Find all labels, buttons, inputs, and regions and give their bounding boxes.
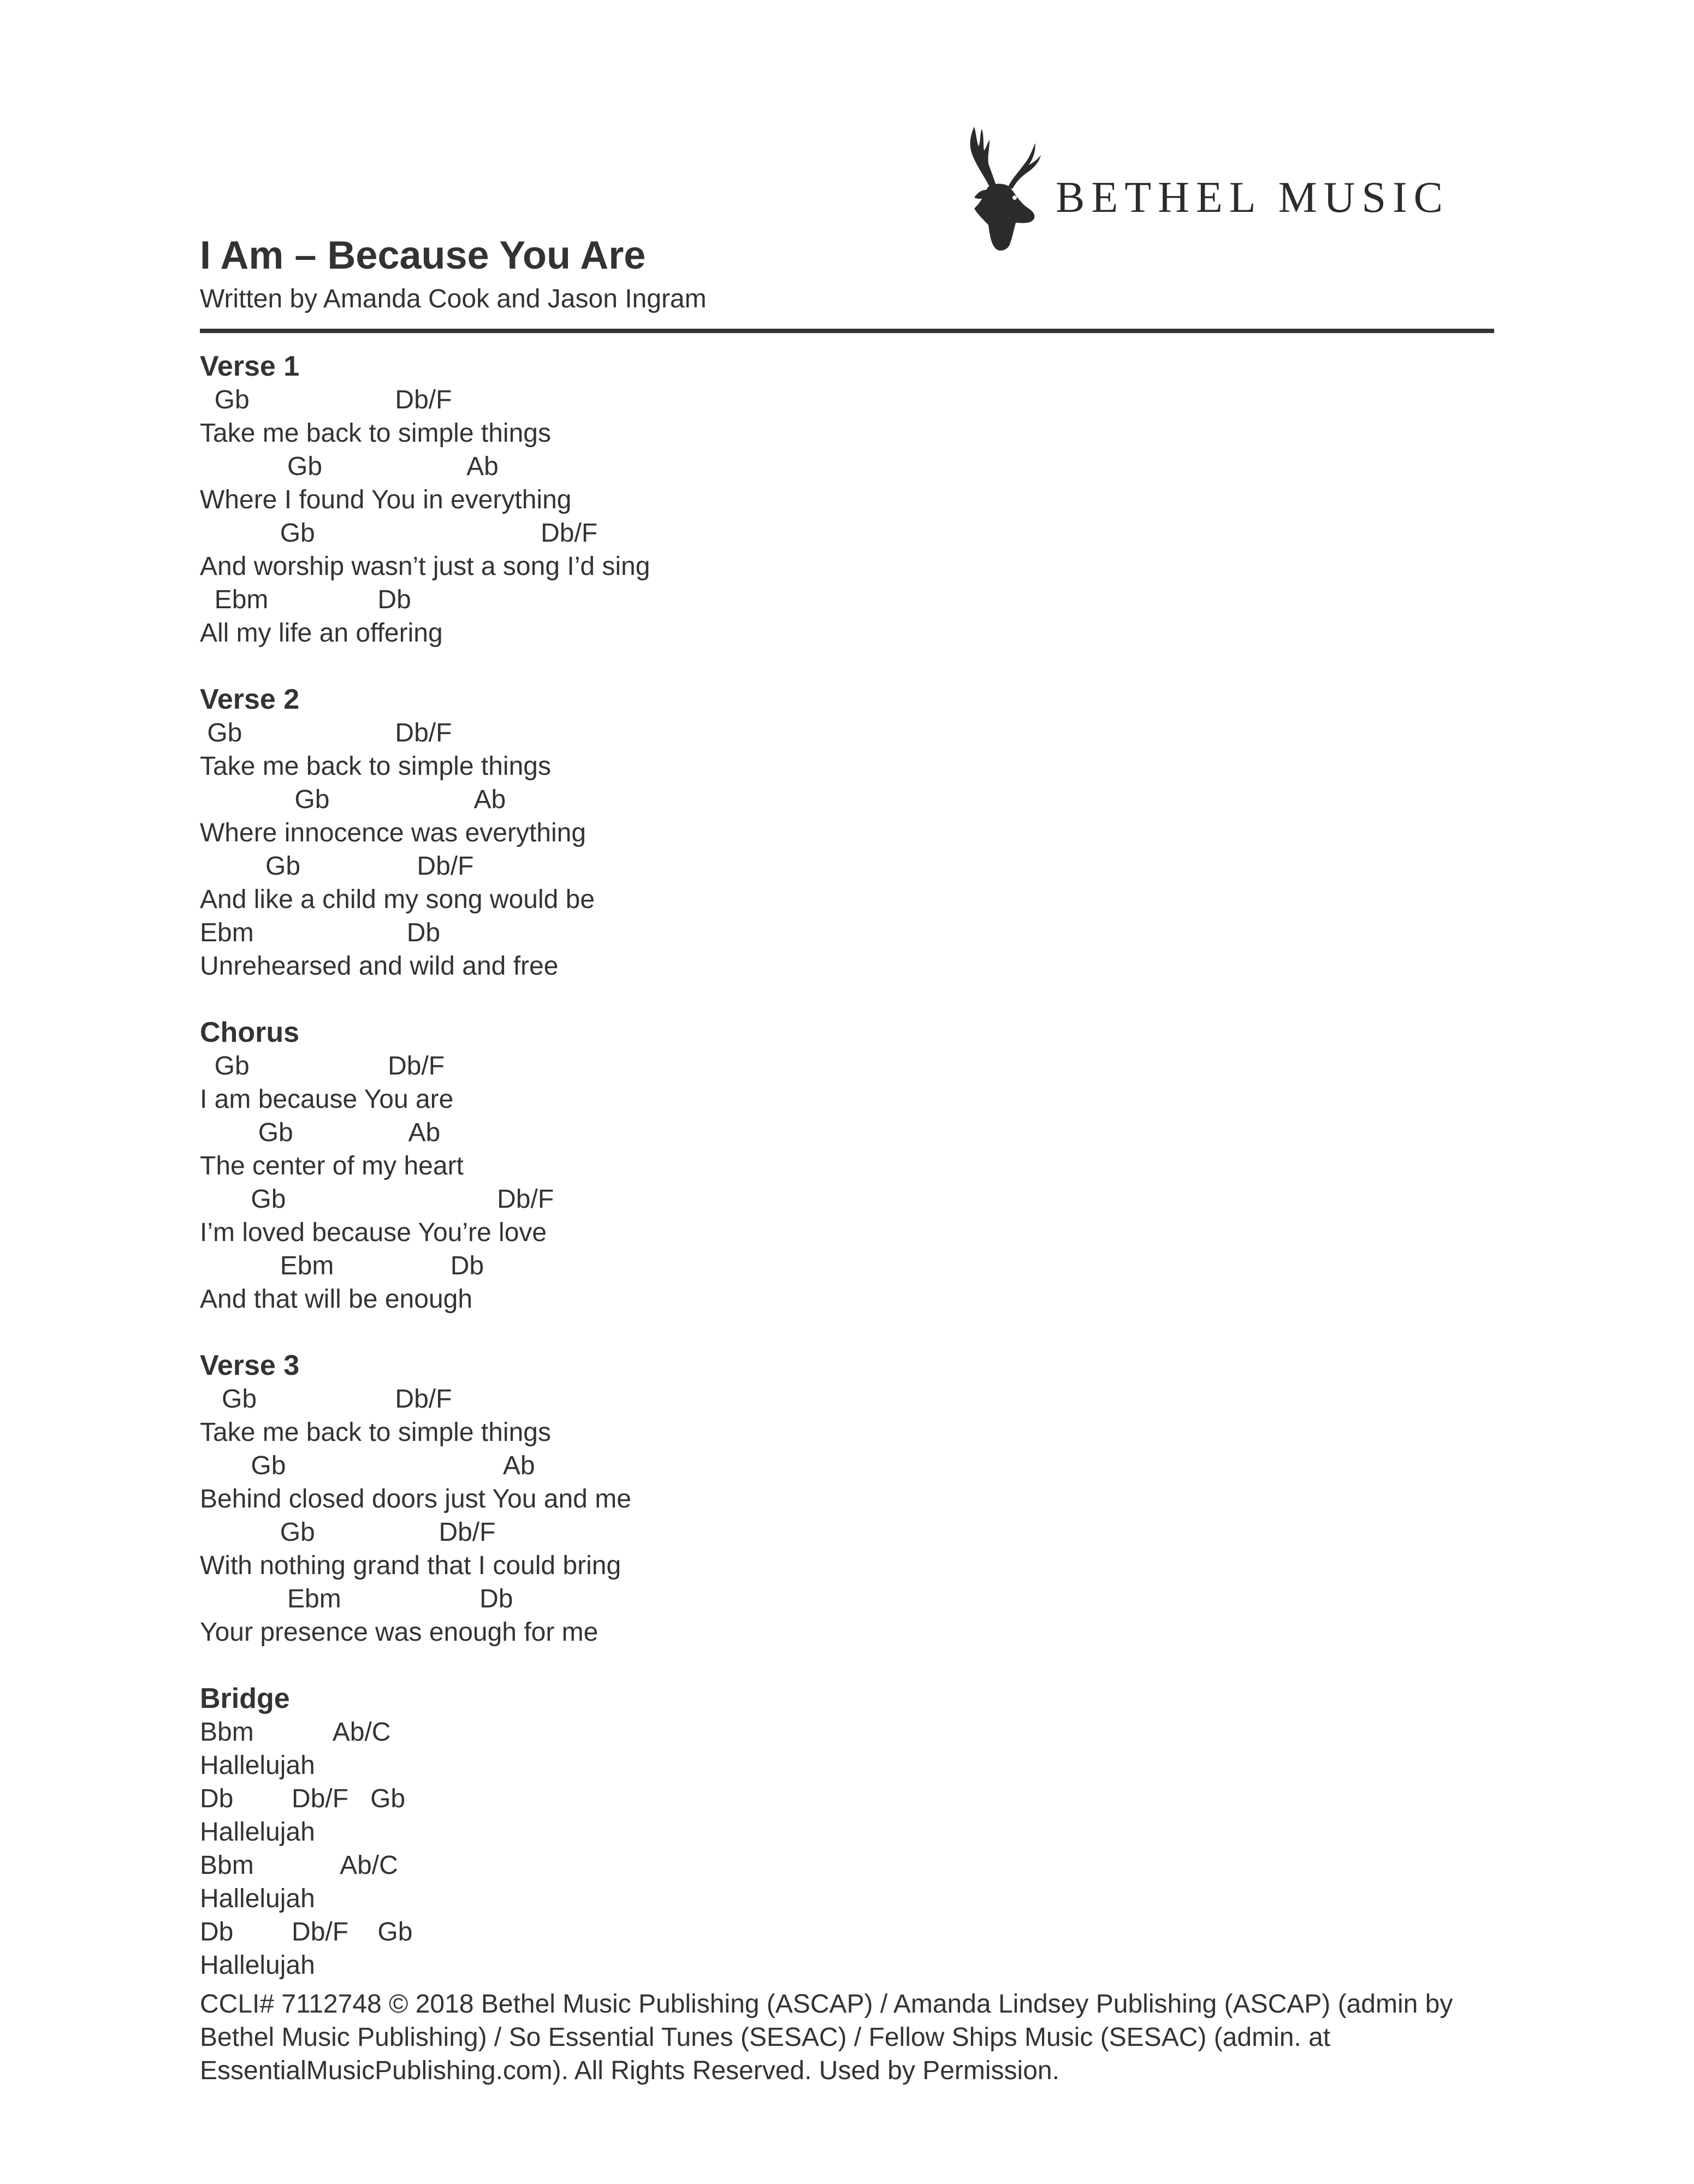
- chord-line: Gb Ab: [200, 1118, 441, 1147]
- chord-line: Gb Ab: [200, 452, 499, 481]
- section-heading: Chorus: [200, 1017, 299, 1048]
- section-chorus: [200, 1016, 1511, 1316]
- section-bridge: [200, 1682, 1511, 1982]
- chord-line: Gb Db/F: [200, 519, 598, 548]
- song-writers: Written by Amanda Cook and Jason Ingram: [200, 284, 707, 313]
- section-verse-2: [200, 683, 1511, 983]
- lyric-line: The center of my heart: [200, 1152, 464, 1180]
- lyric-line: Behind closed doors just You and me: [200, 1485, 631, 1514]
- lyric-line: Take me back to simple things: [200, 1418, 551, 1447]
- section-heading: Verse 1: [200, 351, 300, 382]
- lyric-line: I am because You are: [200, 1085, 454, 1114]
- brand-name: BETHEL MUSIC: [1056, 174, 1450, 222]
- section-heading: Verse 2: [200, 684, 300, 715]
- chord-line: Gb Ab: [200, 1451, 535, 1480]
- lyric-line: Hallelujah: [200, 1751, 315, 1780]
- chord-line: Gb Ab: [200, 785, 506, 814]
- chord-line: Db Db/F Gb: [200, 1784, 406, 1813]
- lyric-line: Where innocence was everything: [200, 818, 587, 847]
- chord-line: Gb Db/F: [200, 852, 474, 881]
- brand-logo: [956, 121, 1480, 252]
- chord-line: Bbm Ab/C: [200, 1851, 398, 1880]
- chord-line: Gb Db/F: [200, 1518, 496, 1547]
- chord-line: Gb Db/F: [200, 1185, 554, 1214]
- lyric-line: And like a child my song would be: [200, 885, 595, 914]
- lyric-line: And that will be enough: [200, 1285, 473, 1314]
- lyric-line: Take me back to simple things: [200, 419, 551, 448]
- lyric-line: All my life an offering: [200, 619, 443, 648]
- lyric-line: With nothing grand that I could bring: [200, 1551, 621, 1580]
- song-body: [200, 350, 1511, 2015]
- lyric-line: Hallelujah: [200, 1951, 315, 1980]
- chord-line: Gb Db/F: [200, 1052, 445, 1081]
- section-verse-3: [200, 1349, 1511, 1649]
- lyric-line: Hallelujah: [200, 1818, 315, 1847]
- lyric-line: Take me back to simple things: [200, 752, 551, 781]
- chord-line: Bbm Ab/C: [200, 1718, 391, 1747]
- header-divider: [200, 329, 1494, 333]
- copyright-notice: CCLI# 7112748 © 2018 Bethel Music Publishing (ASCAP) / Amanda Lindsey Publishing (ASCAP) (admin by Bethel Music Publishing) / So Essential Tunes (SESAC) / Fellow Ships Music (SESAC) (admin. at EssentialMusicPublishing.com). All Rights Reserved. Used by Permission.: [200, 1990, 1453, 2085]
- chord-line: Gb Db/F: [200, 1385, 452, 1414]
- stag-head-icon: [956, 121, 1043, 252]
- lyric-line: And worship wasn’t just a song I’d sing: [200, 552, 650, 581]
- section-heading: Verse 3: [200, 1350, 300, 1381]
- chord-line: Ebm Db: [200, 1251, 484, 1280]
- section-heading: Bridge: [200, 1683, 290, 1714]
- lyric-line: Where I found You in everything: [200, 485, 572, 514]
- song-title: I Am – Because You Are: [200, 234, 646, 277]
- lyric-line: Unrehearsed and wild and free: [200, 952, 559, 981]
- section-verse-1: [200, 350, 1511, 650]
- chord-line: Db Db/F Gb: [200, 1918, 413, 1946]
- chord-line: Gb Db/F: [200, 719, 452, 747]
- chord-line: Ebm Db: [200, 1584, 513, 1613]
- lyric-line: Hallelujah: [200, 1884, 315, 1913]
- chord-line: Ebm Db: [200, 918, 441, 947]
- chord-line: Ebm Db: [200, 585, 411, 614]
- chord-line: Gb Db/F: [200, 385, 452, 414]
- lyric-line: I’m loved because You’re love: [200, 1218, 547, 1247]
- lyric-line: Your presence was enough for me: [200, 1618, 599, 1647]
